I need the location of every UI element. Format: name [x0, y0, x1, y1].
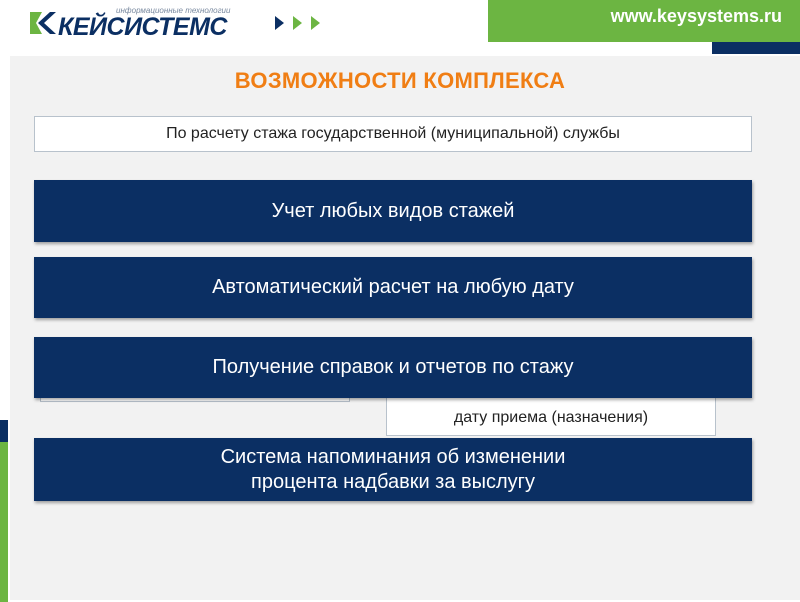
subtitle-box: [34, 116, 752, 152]
logo-text: КЕЙСИСТЕМС: [58, 13, 227, 41]
feature-box[interactable]: [34, 257, 752, 318]
arrows-icon: [273, 14, 333, 32]
partial-box-text: дату приема (назначения): [453, 409, 649, 426]
keysystems-logo-icon: [28, 10, 56, 36]
feature-box[interactable]: [34, 337, 752, 398]
website-link[interactable]: www.keysystems.ru: [610, 6, 782, 26]
header: [0, 0, 800, 42]
feature-label: Учет любых видов стажей: [271, 199, 515, 222]
logo[interactable]: [28, 4, 248, 41]
feature-label: Автоматический расчет на любую дату: [212, 276, 574, 298]
feature-label: Получение справок и отчетов по стажу: [212, 356, 574, 378]
logo-tagline: информационные технологии: [116, 6, 231, 15]
subtitle-text: По расчету стажа государственной (муниципальной) службы: [166, 125, 620, 142]
header-banner: [488, 0, 800, 42]
feature-label: Система напоминания об изменении процента надбавки за выслугу: [220, 445, 566, 493]
feature-box[interactable]: [34, 438, 752, 501]
left-accent-navy: [0, 420, 8, 442]
feature-box[interactable]: [34, 180, 752, 242]
header-accent-strip: [712, 42, 800, 54]
left-accent-green: [0, 442, 8, 602]
page-title: ВОЗМОЖНОСТИ КОМПЛЕКСА: [234, 68, 566, 93]
